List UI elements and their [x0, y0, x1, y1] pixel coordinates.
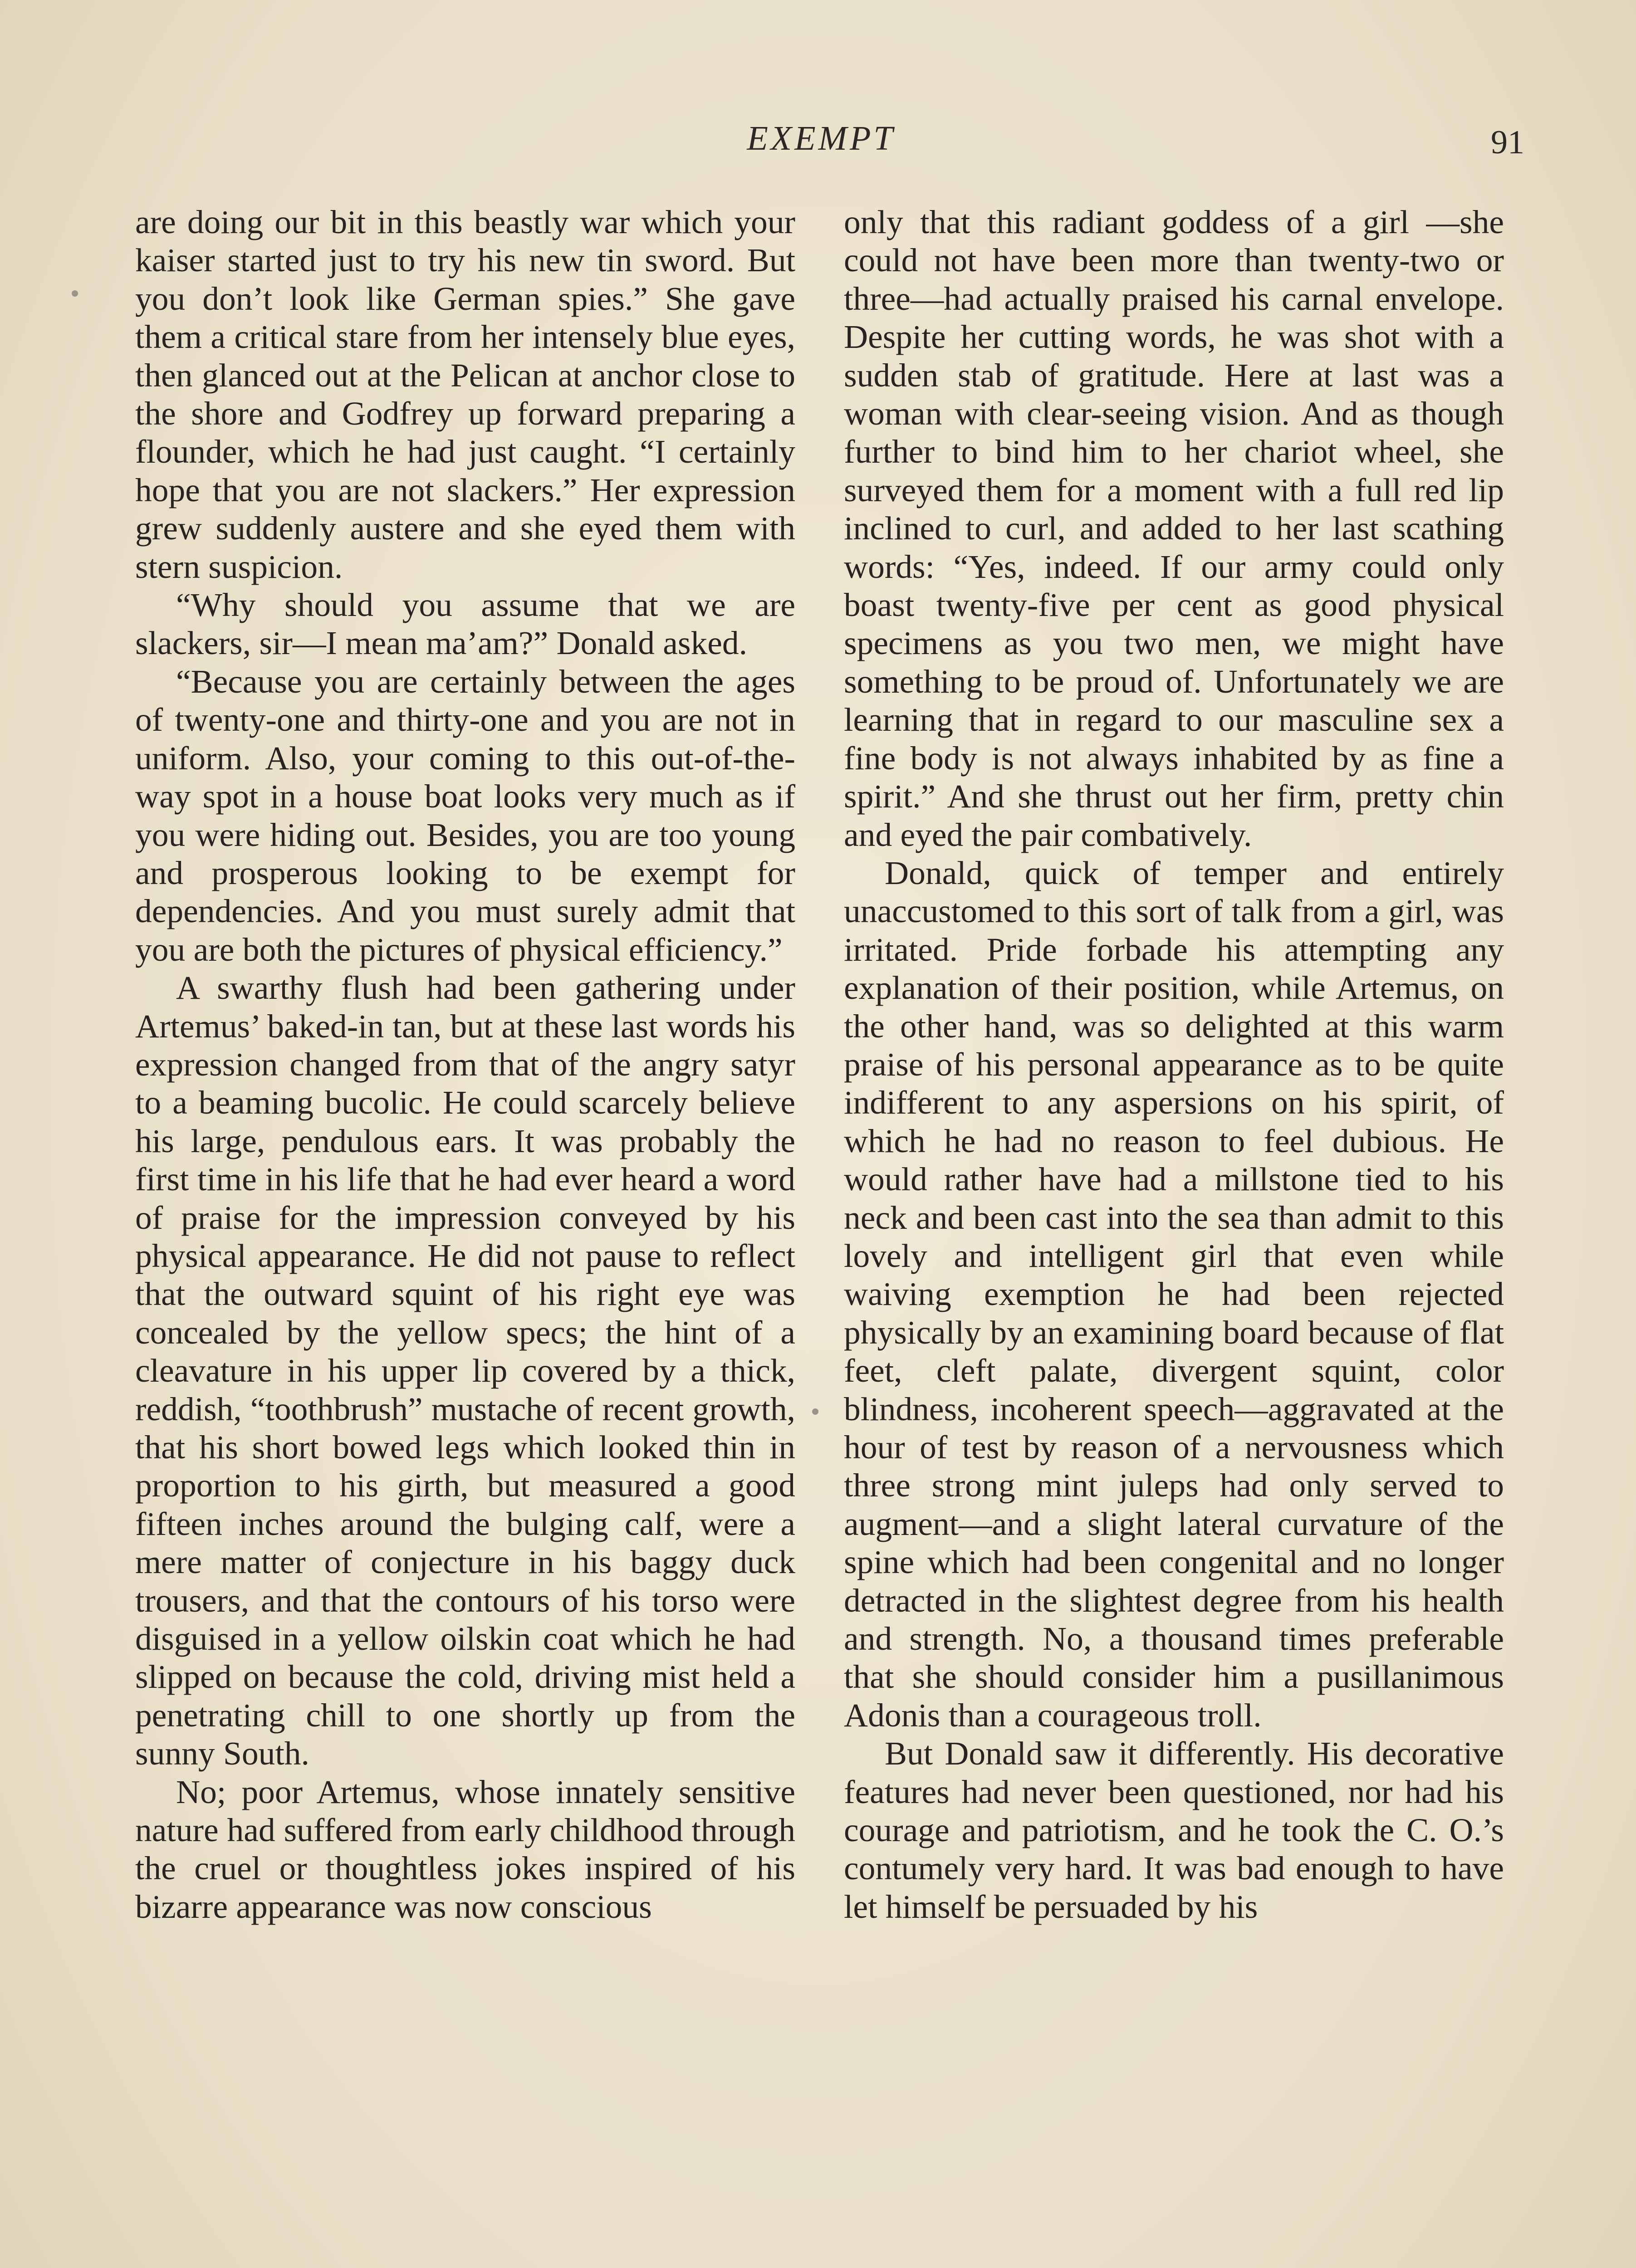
paragraph: only that this radiant goddess of a girl —she could not have been more than twenty-two or three—had actually praised his carnal envelope. Despite her cutting words, he was shot with a sudden stab of gratitude. Here at last was a woman with clear-seeing vision. And as though further to bind him to her chariot wheel, she surveyed them for a moment with a full red lip inclined to curl, and added to her last scathing words: “Yes, indeed. If our army could only boast twenty-five per cent as good physical specimens as you two men, we might have something to be proud of. Unfortunately we are learning that in regard to our masculine sex a fine body is not always inhabited by as fine a spirit.” And she thrust out her firm, pretty chin and eyed the pair combatively. — [844, 204, 1504, 853]
paragraph: “Why should you assume that we are slackers, sir—I mean ma’am?” Donald asked. — [135, 587, 795, 662]
left-column — [135, 203, 795, 1926]
paragraph: No; poor Artemus, whose innately sensitive nature had suffered from early childhood through the cruel or thoughtless jokes inspired of his bizarre appearance was now conscious — [135, 1773, 795, 1925]
paragraph: A swarthy flush had been gathering under Artemus’ baked-in tan, but at these last words his expression changed from that of the angry satyr to a beaming bucolic. He could scarcely believe his large, pendulous ears. It was probably the first time in his life that he had ever heard a word of praise for the impression conveyed by his physical appearance. He did not pause to reflect that the outward squint of his right eye was concealed by the yellow specs; the hint of a cleavature in his upper lip covered by a thick, reddish, “toothbrush” mustache of recent growth, that his short bowed legs which looked thin in proportion to his girth, but measured a good fifteen inches around the bulging calf, were a mere matter of conjecture in his baggy duck trousers, and that the contours of his torso were disguised in a yellow oilskin coat which he had slipped on because the cold, driving mist held a penetrating chill to one shortly up from the sunny South. — [135, 969, 795, 1772]
paragraph: But Donald saw it differently. His decorative features had never been questioned, nor had his courage and patriotism, and he took the C. O.’s contumely very hard. It was bad enough to have let himself be persuaded by his — [844, 1735, 1504, 1925]
page-number: 91 — [1491, 124, 1524, 161]
print-speck — [72, 290, 78, 297]
print-speck — [812, 1408, 818, 1415]
running-head — [0, 119, 1636, 169]
paragraph: are doing our bit in this beastly war which your kaiser started just to try his new tin sword. But you don’t look like German spies.” She gave them a critical stare from her intensely blue eyes, then glanced out at the Pelican at anchor close to the shore and Godfrey up forward preparing a flounder, which he had just caught. “I certainly hope that you are not slackers.” Her expression grew suddenly austere and she eyed them with stern suspicion. — [135, 204, 795, 585]
paragraph: Donald, quick of temper and entirely unaccustomed to this sort of talk from a girl, was irritated. Pride forbade his attempting any explanation of their position, while Artemus, on the other hand, was so delighted at this warm praise of his personal appearance as to be quite indifferent to any aspersions on his spirit, of which he had no reason to feel dubious. He would rather have had a millstone tied to his neck and been cast into the sea than admit to this lovely and intelligent girl that even while waiving exemption he had been rejected physically by an examining board because of flat feet, cleft palate, divergent squint, color blindness, incoherent speech—aggravated at the hour of test by reason of a nervousness which three strong mint juleps had only served to augment—and a slight lateral curvature of the spine which had been congenital and no longer detracted in the slightest degree from his health and strength. No, a thousand times preferable that she should consider him a pusillanimous Adonis than a courageous troll. — [844, 854, 1504, 1734]
paragraph: “Because you are certainly between the ages of twenty-one and thirty-one and you are not in uniform. Also, your coming to this out-of-the-way spot in a house boat looks very much as if you were hiding out. Besides, you are too young and prosperous looking to be exempt for dependencies. And you must surely admit that you are both the pictures of physical efficiency.” — [135, 663, 795, 968]
running-title: EXEMPT — [747, 119, 896, 157]
right-column — [844, 203, 1504, 1926]
